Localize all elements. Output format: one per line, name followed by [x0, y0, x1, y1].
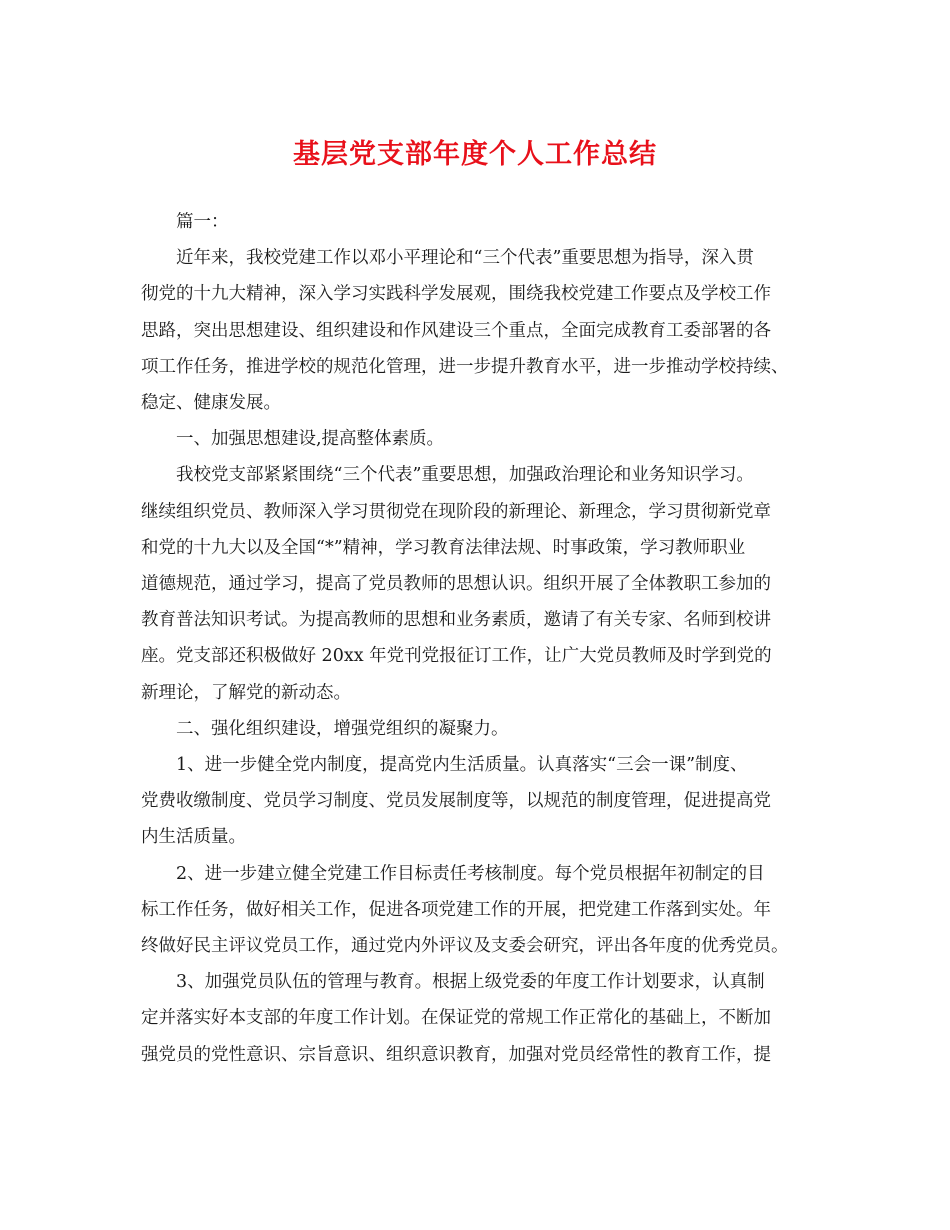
text-line: 教育普法知识考试。为提高教师的思想和业务素质，邀请了有关专家、名师到校讲 — [141, 610, 771, 631]
text-line: 座。党支部还积极做好 20xx 年党刊党报征订工作，让广大党员教师及时学到党的 — [141, 646, 772, 667]
text-line: 1、进一步健全党内制度，提高党内生活质量。认真落实“三会一课”制度、 — [176, 755, 748, 776]
document-body — [141, 204, 831, 1073]
text-line: 一、加强思想建设,提高整体素质。 — [176, 429, 445, 450]
document-title: 基层党支部年度个人工作总结 — [293, 139, 657, 170]
text-line: 篇一： — [176, 212, 229, 232]
text-line: 我校党支部紧紧围绕“三个代表”重要思想，加强政治理论和业务知识学习。 — [176, 465, 754, 486]
text-line: 近年来，我校党建工作以邓小平理论和“三个代表”重要思想为指导，深入贯 — [176, 248, 754, 269]
text-line: 项工作任务，推进学校的规范化管理，进一步提升教育水平，进一步推动学校持续、 — [141, 356, 789, 377]
text-line: 3、加强党员队伍的管理与教育。根据上级党委的年度工作计划要求，认真制 — [176, 972, 765, 993]
text-line: 继续组织党员、教师深入学习贯彻党在现阶段的新理论、新理念，学习贯彻新党章 — [141, 501, 771, 522]
text-line: 党费收缴制度、党员学习制度、党员发展制度等，以规范的制度管理，促进提高党 — [141, 791, 771, 812]
text-line: 道德规范，通过学习，提高了党员教师的思想认识。组织开展了全体教职工参加的 — [141, 574, 771, 595]
text-line: 强党员的党性意识、宗旨意识、组织意识教育，加强对党员经常性的教育工作，提 — [141, 1044, 771, 1065]
text-line: 内生活质量。 — [141, 827, 246, 848]
text-line: 2、进一步建立健全党建工作目标责任考核制度。每个党员根据年初制定的目 — [176, 863, 765, 884]
text-line: 和党的十九大以及全国“*”精神，学习教育法律法规、时事政策，学习教师职业 — [141, 537, 746, 558]
text-line: 新理论，了解党的新动态。 — [141, 682, 351, 703]
text-line: 终做好民主评议党员工作，通过党内外评议及支委会研究，评出各年度的优秀党员。 — [141, 936, 789, 957]
text-line: 二、强化组织建设，增强党组织的凝聚力。 — [176, 718, 509, 739]
text-line: 思路，突出思想建设、组织建设和作风建设三个重点，全面完成教育工委部署的各 — [141, 320, 771, 341]
text-line: 定并落实好本支部的年度工作计划。在保证党的常规工作正常化的基础上，不断加 — [141, 1008, 771, 1029]
text-line: 彻党的十九大精神，深入学习实践科学发展观，围绕我校党建工作要点及学校工作 — [141, 284, 771, 305]
text-line: 标工作任务，做好相关工作，促进各项党建工作的开展，把党建工作落到实处。年 — [141, 899, 771, 920]
text-line: 稳定、健康发展。 — [141, 393, 281, 414]
